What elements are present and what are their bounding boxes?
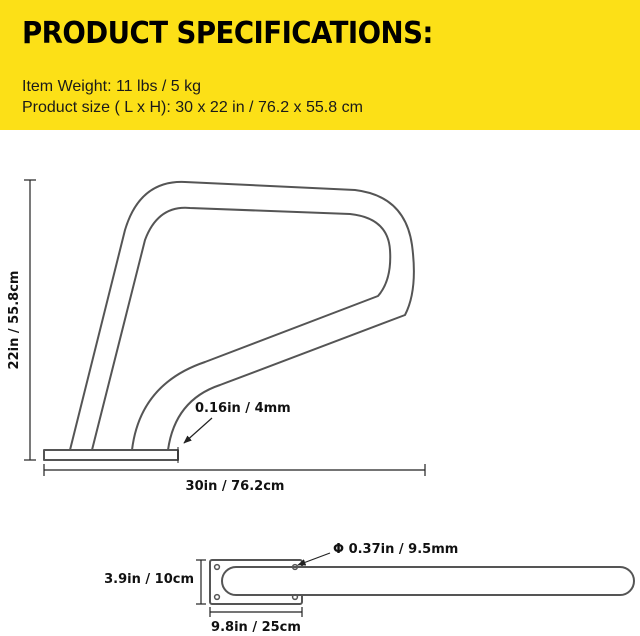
page-title: PRODUCT SPECIFICATIONS: (22, 16, 433, 51)
height-label: 22in / 55.8cm (7, 270, 22, 370)
thickness-label: 0.16in / 4mm (195, 401, 291, 416)
spec-item-weight: Item Weight: 11 lbs / 5 kg (22, 78, 202, 95)
header-banner (0, 0, 640, 130)
length-label: 30in / 76.2cm (185, 479, 285, 494)
base-width-dimension (210, 607, 302, 635)
handrail-side-view (44, 182, 414, 460)
handrail-top-view (210, 560, 634, 604)
hole-callout (298, 542, 458, 565)
base-width-label: 9.8in / 25cm (211, 620, 301, 635)
product-drawing (0, 130, 640, 636)
hole-diameter-label: Φ 0.37in / 9.5mm (333, 542, 459, 557)
base-height-dimension (104, 560, 206, 604)
base-height-label: 3.9in / 10cm (104, 572, 194, 587)
thickness-callout (178, 401, 291, 463)
length-dimension (44, 464, 425, 494)
spec-product-size: Product size ( L x H): 30 x 22 in / 76.2 x 55.8 cm (22, 99, 363, 116)
height-dimension (7, 180, 36, 460)
